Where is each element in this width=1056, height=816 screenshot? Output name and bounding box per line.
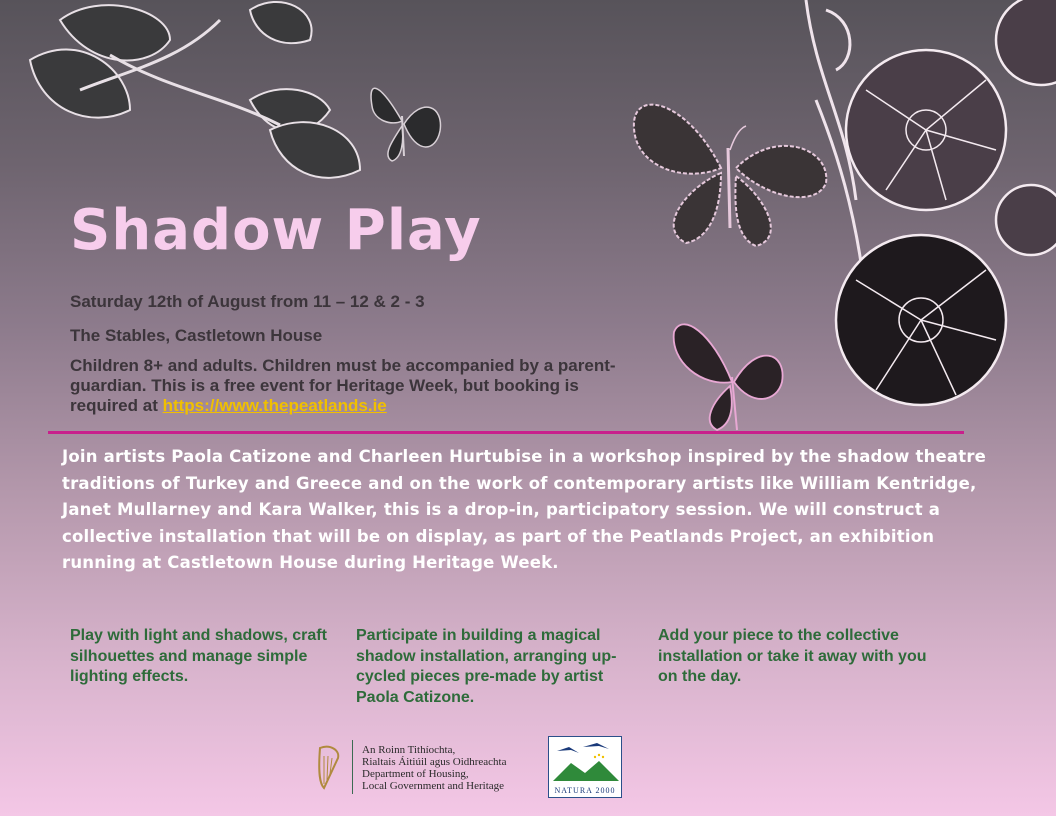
event-title: Shadow Play — [70, 198, 482, 263]
harp-icon — [314, 744, 344, 792]
section-divider — [48, 431, 964, 434]
feature-column-2: Participate in building a magical shadow installation, arranging up-cycled pieces pre-made by artist Paola Catizone. — [356, 627, 617, 706]
butterfly-icon — [362, 76, 446, 166]
butterfly-icon — [662, 312, 792, 436]
event-audience — [70, 356, 630, 416]
flower-icon — [796, 0, 1056, 430]
booking-link[interactable]: https://www.thepeatlands.ie — [162, 396, 387, 415]
department-name-irish-1: An Roinn Tithíochta, — [362, 744, 456, 756]
department-logo-text — [362, 744, 507, 792]
event-location: The Stables, Castletown House — [70, 326, 323, 345]
event-description: Join artists Paola Catizone and Charleen Hurtubise in a workshop inspired by the shadow theatre traditions of Turkey and Greece and on the work of contemporary artists like William Kentridge, Janet Mullarney and Kara Walker, this is a drop-in, participatory session. We will construct a collective installation that will be on display, as part of the Peatlands Project, an exhibition running at Castletown House during Heritage Week. — [62, 447, 987, 572]
department-name-english-2: Local Government and Heritage — [362, 780, 505, 792]
feature-column-3: Add your piece to the collective installation or take it away with you on the day. — [658, 627, 927, 685]
leaf-branch-icon — [20, 0, 380, 200]
event-audience-text: Children 8+ and adults. Children must be accompanied by a parent-guardian. This is a free event for Heritage Week, but booking is required at — [70, 356, 616, 415]
event-date-time: Saturday 12th of August from 11 – 12 & 2 - 3 — [70, 292, 425, 311]
logo-divider — [352, 740, 353, 794]
natura-2000-logo — [548, 736, 622, 798]
feature-column-1: Play with light and shadows, craft silhouettes and manage simple lighting effects. — [70, 627, 327, 685]
department-name-irish-2: Rialtais Áitiúil agus Oidhreachta — [362, 756, 507, 768]
natura-2000-text: NATURA 2000 — [554, 786, 616, 795]
department-name-english-1: Department of Housing, — [362, 768, 469, 780]
